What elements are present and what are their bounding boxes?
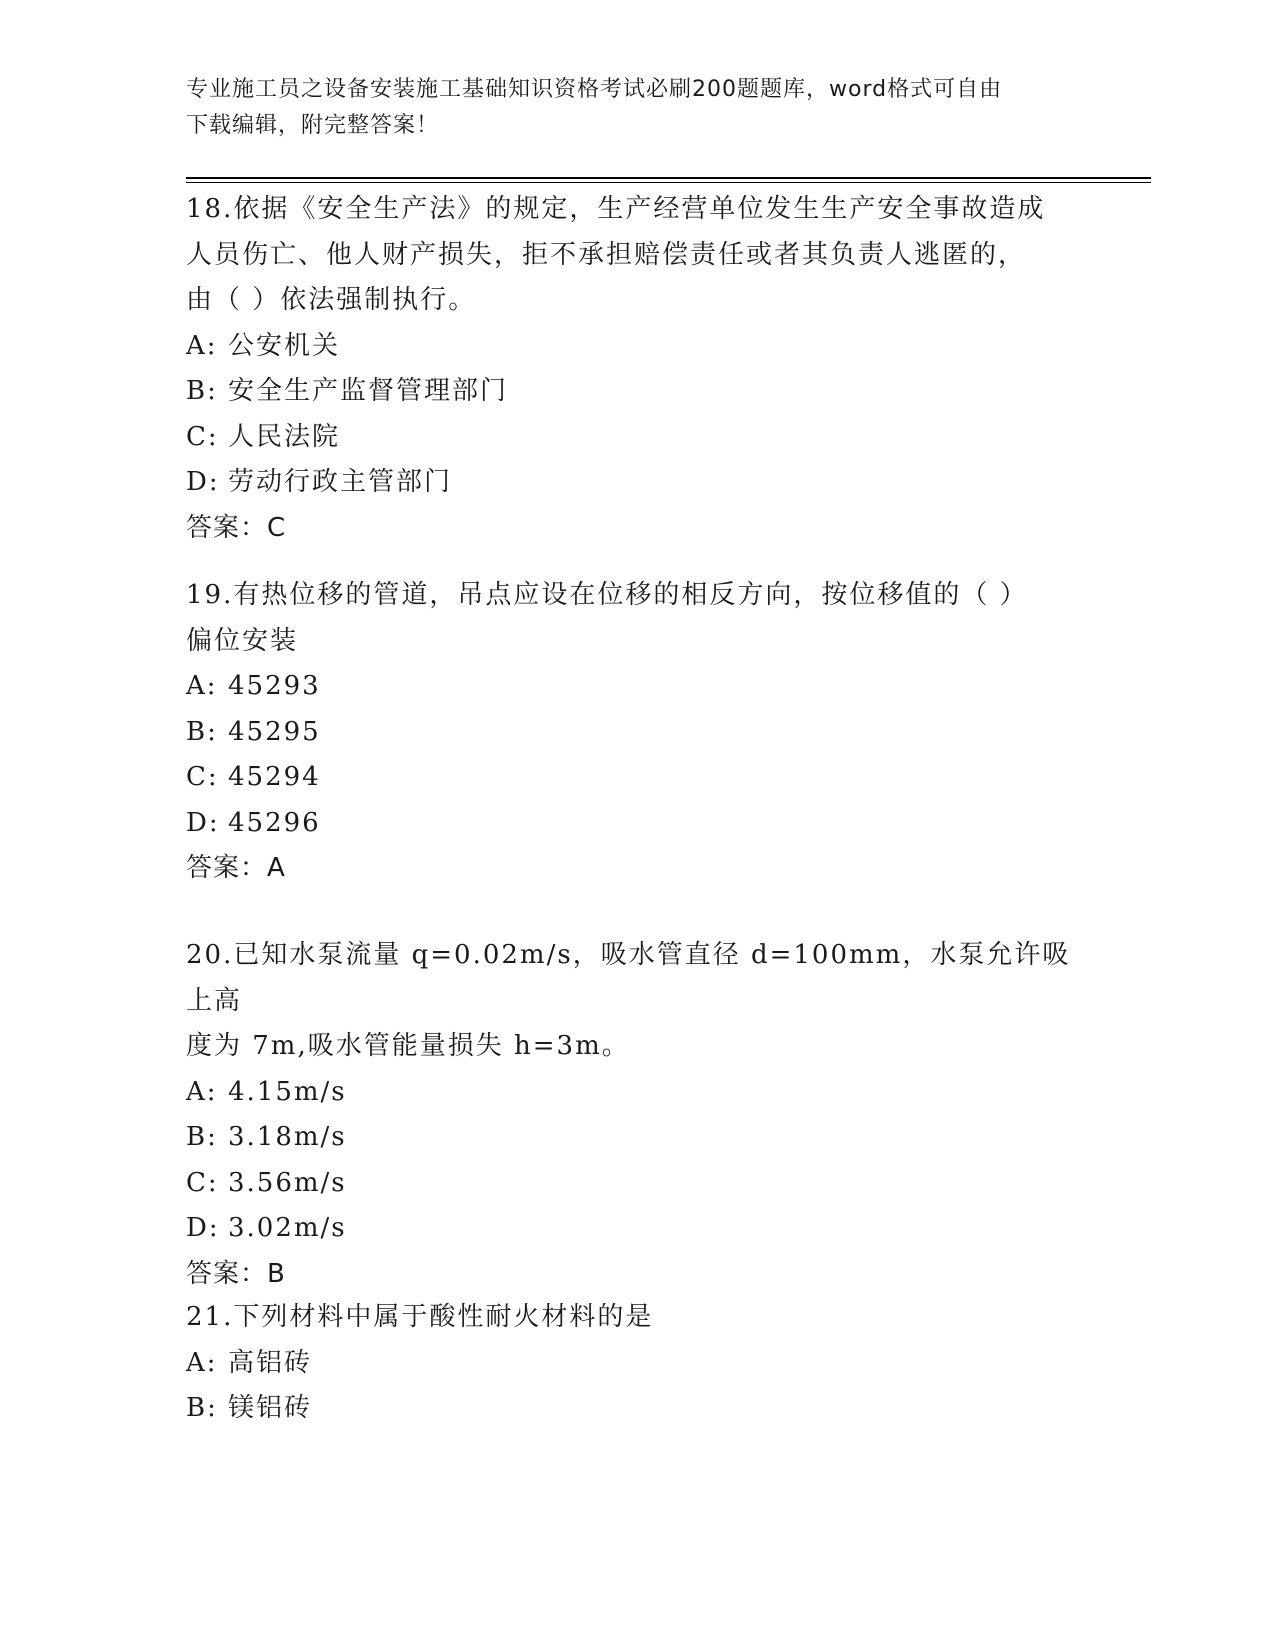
option-b: B: 安全生产监督管理部门 <box>186 376 509 406</box>
option-d: D: 劳动行政主管部门 <box>186 467 453 497</box>
option-a: A: 高铝砖 <box>186 1347 313 1378</box>
question-stem-line: 20.已知水泵流量 q=0.02m/s，吸水管直径 d=100mm，水泵允许吸上高 <box>186 940 1071 1016</box>
option-c: C: 人民法院 <box>186 421 341 452</box>
question-20 <box>186 933 1086 1297</box>
question-stem-line: 度为 7m,吸水管能量损失 h=3m。 <box>186 1031 630 1061</box>
question-stem-line: 18.依据《安全生产法》的规定，生产经营单位发生生产安全事故造成 <box>186 194 1046 224</box>
option-b: B: 镁铝砖 <box>186 1393 313 1423</box>
option-b: B: 45295 <box>186 716 321 747</box>
header-divider-thin <box>186 182 1151 183</box>
option-d: D: 3.02m/s <box>186 1213 347 1243</box>
question-stem-line: 人员伤亡、他人财产损失，拒不承担赔偿责任或者其负责人逃匿的， <box>186 239 1027 270</box>
question-18 <box>186 187 1086 551</box>
answer-line: 答案：C <box>186 512 287 543</box>
answer-line: 答案：B <box>186 1258 286 1289</box>
question-19 <box>186 573 1086 892</box>
header-line-2: 下载编辑，附完整答案！ <box>186 113 440 138</box>
option-a: A: 公安机关 <box>186 330 341 361</box>
answer-line: 答案：A <box>186 853 286 883</box>
option-d: D: 45296 <box>186 807 321 838</box>
question-stem-line: 19.有热位移的管道，吊点应设在位移的相反方向，按位移值的（ ） <box>186 580 1028 610</box>
option-b: B: 3.18m/s <box>186 1122 347 1152</box>
question-21 <box>186 1295 1086 1432</box>
question-stem-line: 偏位安装 <box>186 625 299 656</box>
question-stem-line: 由（ ）依法强制执行。 <box>186 285 477 315</box>
option-a: A: 4.15m/s <box>186 1076 347 1107</box>
question-stem-line: 21.下列材料中属于酸性耐火材料的是 <box>186 1302 654 1332</box>
header-line-1: 专业施工员之设备安装施工基础知识资格考试必刷200题题库，word格式可自由 <box>186 77 1003 102</box>
document-header-note <box>186 72 1066 144</box>
option-c: C: 45294 <box>186 762 321 792</box>
option-a: A: 45293 <box>186 671 321 701</box>
header-divider-thick <box>186 177 1151 179</box>
option-c: C: 3.56m/s <box>186 1167 347 1198</box>
